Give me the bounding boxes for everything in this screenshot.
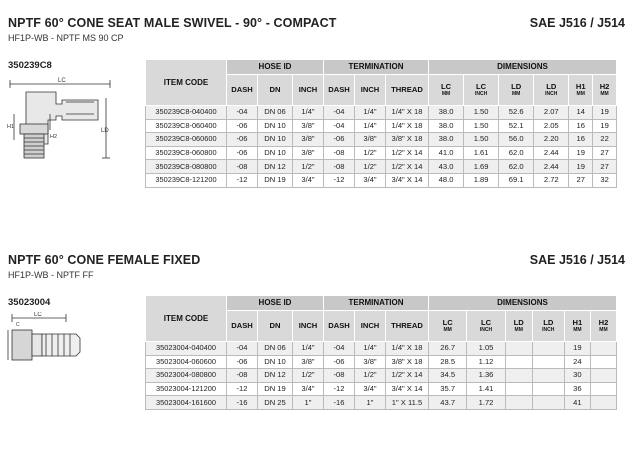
table-cell xyxy=(505,396,532,410)
group-termination: TERMINATION xyxy=(324,60,429,75)
table-cell: 3/8" xyxy=(293,119,324,133)
lc-label: LC xyxy=(34,312,42,318)
table-cell: 1/4" X 18 xyxy=(386,342,429,356)
table-cell: -06 xyxy=(324,355,355,369)
table-cell: 19 xyxy=(564,342,590,356)
table-cell: 2.07 xyxy=(534,106,569,120)
col-dn: DN xyxy=(258,75,293,106)
table-cell: DN 25 xyxy=(258,396,293,410)
table-cell: 43.0 xyxy=(429,160,464,174)
item-code-cell: 350239C8-060800 xyxy=(146,146,227,160)
col-lc-mm: LC MM xyxy=(429,311,467,342)
group-dimensions: DIMENSIONS xyxy=(429,60,617,75)
table-cell: 56.0 xyxy=(499,133,534,147)
table-cell: 2.05 xyxy=(534,119,569,133)
table-cell: 30 xyxy=(564,369,590,383)
table-cell: 1.50 xyxy=(464,106,499,120)
table-cell: 32 xyxy=(593,173,617,187)
table-cell xyxy=(505,369,532,383)
table-cell: 1.61 xyxy=(464,146,499,160)
section-subtitle: HF1P-WB - NPTF FF xyxy=(8,270,94,280)
table-cell: 41 xyxy=(564,396,590,410)
table-cell: 2.44 xyxy=(534,160,569,174)
col-lc-inch: LC INCH xyxy=(464,75,499,106)
table-cell: 52.1 xyxy=(499,119,534,133)
table-cell: 35.7 xyxy=(429,382,467,396)
table-cell: -06 xyxy=(324,133,355,147)
table-cell: DN 06 xyxy=(258,106,293,120)
ld-label: LD xyxy=(101,128,109,134)
item-code-cell: 35023004-040400 xyxy=(146,342,227,356)
table-cell: 1/2" xyxy=(293,369,324,383)
table-cell: 36 xyxy=(564,382,590,396)
col-thread: THREAD xyxy=(386,75,429,106)
table-cell: 38.0 xyxy=(429,106,464,120)
table-cell: 1.36 xyxy=(467,369,505,383)
col-term-dash: DASH xyxy=(324,311,355,342)
table-cell: -06 xyxy=(227,355,258,369)
table-cell: 1/2" X 14 xyxy=(386,160,429,174)
table-cell: 1/4" xyxy=(355,342,386,356)
col-h2: H2 MM xyxy=(593,75,617,106)
table-row xyxy=(146,160,617,174)
table-row xyxy=(146,369,617,383)
table-cell: 19 xyxy=(593,119,617,133)
table-cell: 3/4" xyxy=(355,382,386,396)
col-item-code: ITEM CODE xyxy=(146,296,227,342)
table-cell: 19 xyxy=(593,106,617,120)
table-cell: DN 12 xyxy=(258,369,293,383)
table-row xyxy=(146,119,617,133)
table-cell: 3/4" X 14 xyxy=(386,382,429,396)
col-term-inch: INCH xyxy=(355,75,386,106)
product-code: 35023004 xyxy=(8,297,51,308)
section-title: NPTF 60° CONE FEMALE FIXED xyxy=(8,253,201,267)
table-cell xyxy=(532,342,564,356)
table-row xyxy=(146,342,617,356)
table-cell: 3/8" xyxy=(293,133,324,147)
col-item-code: ITEM CODE xyxy=(146,60,227,106)
table-cell: 1.05 xyxy=(467,342,505,356)
col-h2: H2 MM xyxy=(590,311,616,342)
table-cell: 19 xyxy=(569,160,593,174)
table-cell xyxy=(505,382,532,396)
table-cell: 41.0 xyxy=(429,146,464,160)
col-inch: INCH xyxy=(293,75,324,106)
col-ld-inch: LD INCH xyxy=(532,311,564,342)
table-row xyxy=(146,396,617,410)
table-cell: -04 xyxy=(227,342,258,356)
table-cell: 1/2" xyxy=(293,160,324,174)
table-cell: 43.7 xyxy=(429,396,467,410)
col-ld-mm: LD MM xyxy=(505,311,532,342)
table-cell: 62.0 xyxy=(499,146,534,160)
table-cell: 3/8" xyxy=(355,355,386,369)
col-ld-inch: LD INCH xyxy=(534,75,569,106)
table-cell: -12 xyxy=(324,173,355,187)
table-cell: -08 xyxy=(227,369,258,383)
table-cell xyxy=(590,382,616,396)
table-cell xyxy=(505,355,532,369)
table-cell: 3/8" xyxy=(293,146,324,160)
table-cell xyxy=(532,369,564,383)
table-cell: -08 xyxy=(324,369,355,383)
col-term-inch: INCH xyxy=(355,311,386,342)
h1-label: H1 xyxy=(7,124,15,130)
item-code-cell: 350239C8-040400 xyxy=(146,106,227,120)
section-title: NPTF 60° CONE SEAT MALE SWIVEL - 90° - COMPACT xyxy=(8,16,337,30)
table-row xyxy=(146,173,617,187)
table-cell: 28.5 xyxy=(429,355,467,369)
lc-label: LC xyxy=(58,78,66,84)
col-h1: H1 MM xyxy=(569,75,593,106)
table-cell: -06 xyxy=(227,133,258,147)
table-cell: 27 xyxy=(569,173,593,187)
col-ld-mm: LD MM xyxy=(499,75,534,106)
item-code-cell: 35023004-121200 xyxy=(146,382,227,396)
swivel-90-drawing xyxy=(6,74,116,164)
standard-label: SAE J516 / J514 xyxy=(529,16,625,30)
table-cell: 27 xyxy=(593,146,617,160)
table-cell: DN 06 xyxy=(258,342,293,356)
table-cell: -12 xyxy=(227,382,258,396)
table-cell: 16 xyxy=(569,133,593,147)
item-code-cell: 350239C8-060400 xyxy=(146,119,227,133)
table-cell: 1.72 xyxy=(467,396,505,410)
table-cell: 34.5 xyxy=(429,369,467,383)
table-cell: 1/4" xyxy=(293,106,324,120)
table-cell: 2.44 xyxy=(534,146,569,160)
col-lc-inch: LC INCH xyxy=(467,311,505,342)
table-cell: 1.50 xyxy=(464,133,499,147)
table-cell: 3/4" xyxy=(293,173,324,187)
table-cell: -12 xyxy=(227,173,258,187)
table-cell: 1.41 xyxy=(467,382,505,396)
table-cell xyxy=(505,342,532,356)
table-cell: 1/4" xyxy=(355,106,386,120)
table-cell: 24 xyxy=(564,355,590,369)
table-cell xyxy=(590,355,616,369)
c-label: C xyxy=(16,322,20,328)
table-cell: DN 19 xyxy=(258,173,293,187)
table-cell: 1.69 xyxy=(464,160,499,174)
product-code: 350239C8 xyxy=(8,60,52,71)
table-cell: -04 xyxy=(324,106,355,120)
standard-label: SAE J516 / J514 xyxy=(529,253,625,267)
col-dash: DASH xyxy=(227,75,258,106)
h2-label: H2 xyxy=(50,134,58,140)
table-cell: 1/2" xyxy=(355,146,386,160)
table-cell: 3/8" xyxy=(293,355,324,369)
table-cell: -04 xyxy=(324,119,355,133)
table-cell: 1.89 xyxy=(464,173,499,187)
item-code-cell: 350239C8-060600 xyxy=(146,133,227,147)
table-cell: -08 xyxy=(324,146,355,160)
table-cell: -04 xyxy=(227,106,258,120)
table-cell: -06 xyxy=(227,119,258,133)
group-hose-id: HOSE ID xyxy=(227,296,324,311)
table-cell: 3/8" X 18 xyxy=(386,355,429,369)
table-cell: 62.0 xyxy=(499,160,534,174)
table-cell: 27 xyxy=(593,160,617,174)
col-dn: DN xyxy=(258,311,293,342)
table-cell: 3/8" X 18 xyxy=(386,133,429,147)
table-cell: DN 19 xyxy=(258,382,293,396)
spec-table-swivel xyxy=(145,59,617,188)
table-cell: -16 xyxy=(324,396,355,410)
col-h1: H1 MM xyxy=(564,311,590,342)
item-code-cell: 35023004-080800 xyxy=(146,369,227,383)
table-cell: 1/4" X 18 xyxy=(386,119,429,133)
table-cell: 26.7 xyxy=(429,342,467,356)
table-cell: DN 12 xyxy=(258,160,293,174)
table-cell: 1" X 11.5 xyxy=(386,396,429,410)
table-row xyxy=(146,382,617,396)
table-cell: 3/8" xyxy=(355,133,386,147)
table-cell: 3/4" xyxy=(293,382,324,396)
table-cell xyxy=(532,396,564,410)
table-cell: 1/2" xyxy=(355,160,386,174)
section-subtitle: HF1P-WB - NPTF MS 90 CP xyxy=(8,33,124,43)
table-cell: -08 xyxy=(324,160,355,174)
col-term-dash: DASH xyxy=(324,75,355,106)
table-cell: 1/4" X 18 xyxy=(386,106,429,120)
table-cell xyxy=(532,355,564,369)
col-lc-mm: LC MM xyxy=(429,75,464,106)
group-dimensions: DIMENSIONS xyxy=(429,296,617,311)
table-cell xyxy=(590,342,616,356)
item-code-cell: 35023004-060600 xyxy=(146,355,227,369)
table-cell: DN 10 xyxy=(258,355,293,369)
table-cell: 1" xyxy=(293,396,324,410)
table-cell xyxy=(590,369,616,383)
table-row xyxy=(146,106,617,120)
col-thread: THREAD xyxy=(386,311,429,342)
item-code-cell: 350239C8-121200 xyxy=(146,173,227,187)
table-cell: DN 10 xyxy=(258,119,293,133)
table-cell: -16 xyxy=(227,396,258,410)
table-row xyxy=(146,355,617,369)
table-cell: 38.0 xyxy=(429,119,464,133)
item-code-cell: 350239C8-080800 xyxy=(146,160,227,174)
table-cell: 22 xyxy=(593,133,617,147)
table-cell: 69.1 xyxy=(499,173,534,187)
table-cell: 1/2" X 14 xyxy=(386,146,429,160)
table-cell: DN 10 xyxy=(258,146,293,160)
table-cell: 1.12 xyxy=(467,355,505,369)
table-cell: -04 xyxy=(324,342,355,356)
table-cell xyxy=(590,396,616,410)
item-code-cell: 35023004-161600 xyxy=(146,396,227,410)
table-cell: 1/4" xyxy=(293,342,324,356)
table-cell: 2.72 xyxy=(534,173,569,187)
table-cell: 16 xyxy=(569,119,593,133)
table-cell: 1/4" xyxy=(355,119,386,133)
table-cell: 1" xyxy=(355,396,386,410)
table-cell: 19 xyxy=(569,146,593,160)
group-hose-id: HOSE ID xyxy=(227,60,324,75)
table-cell: 1/2" X 14 xyxy=(386,369,429,383)
table-cell: -12 xyxy=(324,382,355,396)
table-cell: 3/4" X 14 xyxy=(386,173,429,187)
table-row xyxy=(146,133,617,147)
table-cell: 1/2" xyxy=(355,369,386,383)
group-termination: TERMINATION xyxy=(324,296,429,311)
col-inch: INCH xyxy=(293,311,324,342)
table-cell: 38.0 xyxy=(429,133,464,147)
table-cell: 2.20 xyxy=(534,133,569,147)
table-cell xyxy=(532,382,564,396)
table-cell: -08 xyxy=(227,160,258,174)
table-cell: 3/4" xyxy=(355,173,386,187)
table-cell: DN 10 xyxy=(258,133,293,147)
table-cell: 52.6 xyxy=(499,106,534,120)
table-cell: 14 xyxy=(569,106,593,120)
spec-table-female xyxy=(145,295,617,410)
table-cell: -06 xyxy=(227,146,258,160)
table-row xyxy=(146,146,617,160)
table-cell: 48.0 xyxy=(429,173,464,187)
col-dash: DASH xyxy=(227,311,258,342)
table-cell: 1.50 xyxy=(464,119,499,133)
female-fixed-drawing xyxy=(6,312,116,372)
